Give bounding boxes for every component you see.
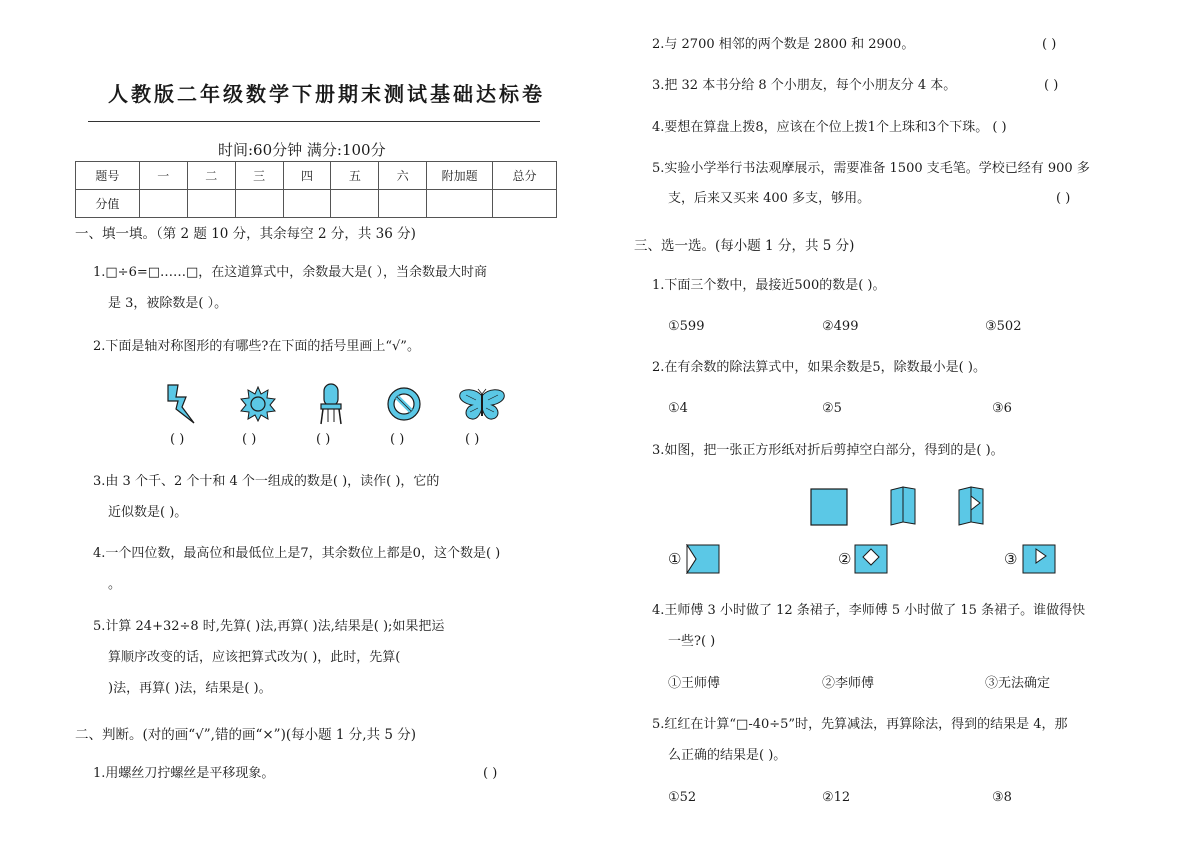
answer-blank[interactable]: ( ) [170,432,185,447]
score-cell: 分值 [76,190,140,218]
score-input-cell[interactable] [187,190,235,218]
square-paper-figure [810,488,848,526]
score-cell: 一 [139,162,187,190]
s2-q1-text: 1.用螺丝刀拧螺丝是平移现象。 [93,766,275,781]
s1-q5-line1: 5.计算 24+32÷8 时,先算( )法,再算( )法,结果是( );如果把运 [93,619,445,634]
s1-q4-line2: 。 [108,577,122,592]
choice-option[interactable]: ①4 [668,401,688,416]
s3-q5-line1: 5.红红在计算“□-40÷5”时，先算减法，再算除法，得到的结果是 4，那 [652,717,1068,732]
cut-paper-figure [958,486,984,526]
page-title: 人教版二年级数学下册期末测试基础达标卷 [108,82,545,106]
score-input-cell[interactable] [235,190,283,218]
score-cell: 附加题 [427,162,493,190]
score-table-value-row [76,190,557,218]
s1-q5-line3: )法，再算( )法，结果是( )。 [108,681,272,696]
s2-q3-text: 3.把 32 本书分给 8 个小朋友，每个小朋友分 4 本。 [652,78,957,93]
score-input-cell[interactable] [427,190,493,218]
chair-icon [316,382,346,426]
score-cell: 五 [331,162,379,190]
score-cell: 六 [379,162,427,190]
choice-option[interactable]: ③8 [992,790,1012,805]
folded-paper-figure [890,486,916,526]
choice-option[interactable]: ③无法确定 [985,676,1051,691]
s2-q5-line2: 支，后来又买来 400 多支，够用。 [668,191,871,206]
s3-q5-line2: 么正确的结果是( )。 [668,748,787,763]
section-3-heading: 三、选一选。(每小题 1 分，共 5 分) [634,238,855,254]
score-cell: 四 [283,162,331,190]
butterfly-icon [458,388,506,422]
choice-option[interactable]: ② [838,550,852,568]
score-cell: 总分 [493,162,557,190]
choice-option[interactable]: ①王师傅 [668,676,721,691]
s1-q3-line2: 近似数是( )。 [108,505,188,520]
s2-q2-text: 2.与 2700 相邻的两个数是 2800 和 2900。 [652,37,915,52]
choice-option[interactable]: ① [668,550,682,568]
s3-q1-text: 1.下面三个数中，最接近500的数是( )。 [652,278,886,293]
s1-q2-text: 2.下面是轴对称图形的有哪些?在下面的括号里画上“√”。 [93,339,420,354]
answer-blank[interactable]: ( ) [242,432,257,447]
sun-icon [240,386,276,422]
option-1-figure[interactable] [686,544,720,574]
prohibition-icon [386,386,422,422]
s1-q3-line1: 3.由 3 个千、2 个十和 4 个一组成的数是( )，读作( )，它的 [93,474,440,489]
choice-option[interactable]: ②5 [822,401,842,416]
section-2-heading: 二、判断。(对的画“√”,错的画“×”)(每小题 1 分,共 5 分) [75,727,417,743]
answer-blank[interactable]: ( ) [465,432,480,447]
exam-info: 时间:60分钟 满分:100分 [218,141,386,159]
choice-option[interactable]: ③6 [992,401,1012,416]
s3-q2-text: 2.在有余数的除法算式中，如果余数是5，除数最小是( )。 [652,360,986,375]
section-1-heading: 一、填一填。（第 2 题 10 分，其余每空 2 分，共 36 分) [75,226,416,242]
score-input-cell[interactable] [379,190,427,218]
score-cell: 题号 [76,162,140,190]
lightning-icon [164,383,198,425]
s1-q1-line2: 是 3，被除数是( ）。 [108,296,228,311]
answer-blank[interactable]: ( ) [1042,37,1057,52]
s1-q1-line1: 1.□÷6=□……□，在这道算式中，余数最大是( ），当余数最大时商 [93,265,488,280]
s1-q4-line1: 4.一个四位数，最高位和最低位上是7，其余数位上都是0，这个数是( ) [93,546,501,561]
answer-blank[interactable]: ( ) [316,432,331,447]
choice-option[interactable]: ②12 [822,790,851,805]
title-divider [88,121,540,122]
choice-option[interactable]: ②499 [822,319,859,334]
score-cell: 三 [235,162,283,190]
s3-q3-text: 3.如图，把一张正方形纸对折后剪掉空白部分，得到的是( )。 [652,443,1004,458]
score-cell: 二 [187,162,235,190]
answer-blank[interactable]: ( ) [390,432,405,447]
score-table-header-row [76,162,557,190]
s2-q4-text: 4.要想在算盘上拨8，应该在个位上拨1个上珠和3个下珠。 ( ) [652,120,1007,135]
choice-option[interactable]: ①52 [668,790,697,805]
option-3-figure[interactable] [1022,544,1056,574]
choice-option[interactable]: ③502 [985,319,1022,334]
choice-option[interactable]: ①599 [668,319,705,334]
option-2-figure[interactable] [854,544,888,574]
choice-option[interactable]: ③ [1004,550,1018,568]
score-input-cell[interactable] [139,190,187,218]
choice-option[interactable]: ②李师傅 [822,676,875,691]
score-input-cell[interactable] [283,190,331,218]
s3-q4-line1: 4.王师傅 3 小时做了 12 条裙子，李师傅 5 小时做了 15 条裙子。谁做得快 [652,603,1086,618]
s1-q5-line2: 算顺序改变的话，应该把算式改为( )，此时，先算( [108,650,401,665]
s2-q5-line1: 5.实验小学举行书法观摩展示，需要准备 1500 支毛笔。学校已经有 900 多 [652,161,1090,176]
answer-blank[interactable]: ( ) [483,766,498,781]
answer-blank[interactable]: ( ) [1044,78,1059,93]
score-input-cell[interactable] [331,190,379,218]
score-input-cell[interactable] [493,190,557,218]
score-table [75,161,557,218]
s3-q4-line2: 一些?( ) [668,634,716,649]
answer-blank[interactable]: ( ) [1056,191,1071,206]
